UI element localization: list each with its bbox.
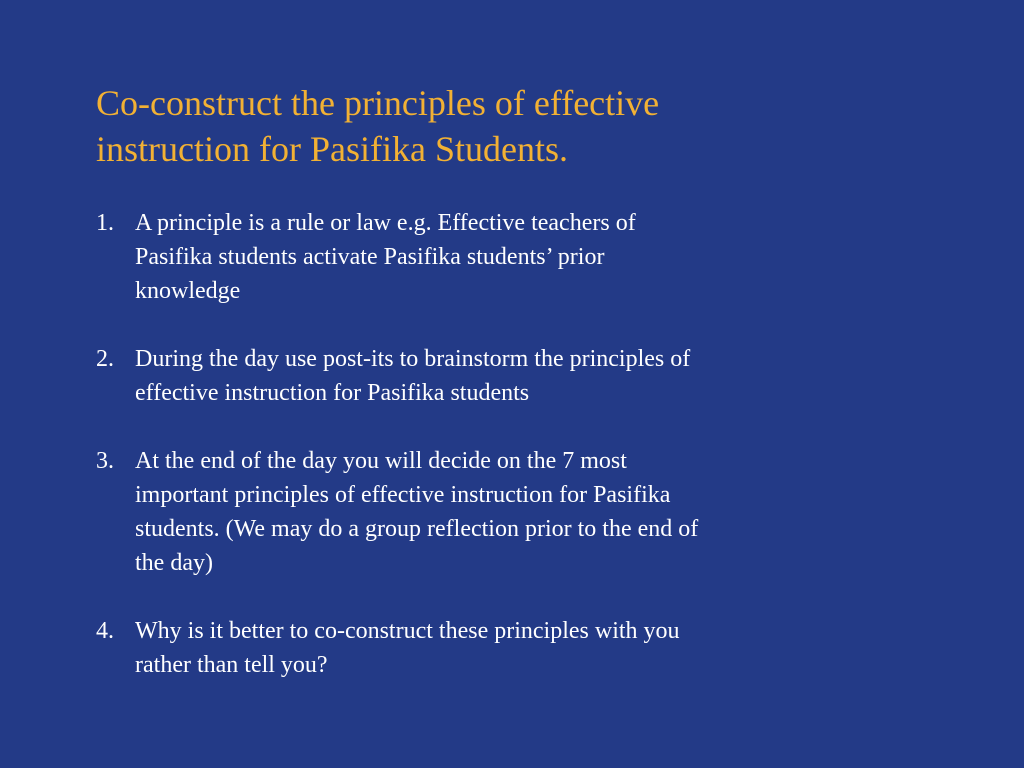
item-line: effective instruction for Pasifika students: [135, 380, 530, 406]
item-text: [135, 342, 916, 410]
item-line: students. (We may do a group reflection prior to the end of: [135, 516, 699, 542]
list-item-3: [96, 444, 916, 580]
item-line: Pasifika students activate Pasifika students’ prior: [135, 244, 605, 270]
list-item-2: [96, 342, 916, 410]
item-line: During the day use post-its to brainstorm the principles of: [135, 346, 691, 372]
item-number: 4.: [96, 618, 114, 644]
item-number: 3.: [96, 448, 114, 474]
item-line: Why is it better to co-construct these principles with you: [135, 618, 680, 644]
item-number: 2.: [96, 346, 114, 372]
item-number: 1.: [96, 210, 114, 236]
title-line: instruction for Pasifika Students.: [96, 129, 568, 169]
item-line: At the end of the day you will decide on the 7 most: [135, 448, 627, 474]
item-line: A principle is a rule or law e.g. Effective teachers of: [135, 210, 636, 236]
item-text: [135, 614, 916, 682]
item-text: [135, 206, 916, 308]
item-line: rather than tell you?: [135, 652, 328, 678]
numbered-list: [96, 206, 916, 682]
item-line: knowledge: [135, 278, 241, 304]
list-item-1: [96, 206, 916, 308]
title-line: Co-construct the principles of effective: [96, 83, 660, 123]
item-line: important principles of effective instruction for Pasifika: [135, 482, 671, 508]
item-text: [135, 444, 916, 580]
slide-title: [96, 80, 956, 172]
list-item-4: [96, 614, 916, 682]
item-line: the day): [135, 550, 213, 576]
